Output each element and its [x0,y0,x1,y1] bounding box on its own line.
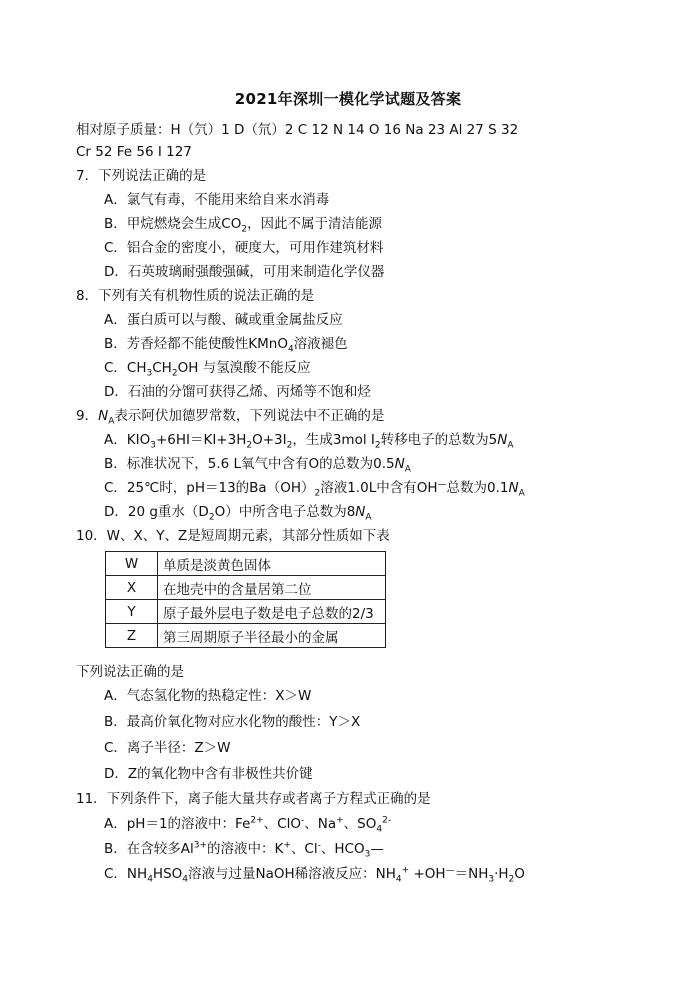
table-row [106,600,386,624]
question-7-option-b: B．甲烷燃烧会生成$CO_2$，因此不属于清洁能源 [104,216,383,235]
element-property-cell: 原子最外层电子数是电子总数的2/3 [158,600,386,624]
question-8-stem: 8．下列有关有机物性质的说法正确的是 [76,288,315,304]
element-symbol-cell: Z [106,624,158,648]
element-properties-table [105,551,386,648]
question-9-option-a: A．$KIO_3+6HI=KI+3H_2O+3I_2$，生成3mol $I_2$转移电子的总数为$5N_A$ [104,432,514,451]
question-7-option-c: C．铝合金的密度小，硬度大，可用作建筑材料 [104,240,384,256]
table-row [106,552,386,576]
question-8-option-c: C．$CH_3CH_2OH$ 与氢溴酸不能反应 [104,360,311,379]
question-11-option-a: A．pH＝1的溶液中：$Fe^{2+}$、ClO-、Na+、$SO_4^{2-}$ [104,815,392,835]
element-symbol-cell: Y [106,600,158,624]
element-property-cell: 第三周期原子半径最小的金属 [158,624,386,648]
document-title: 2021年深圳一模化学试题及答案 [234,90,462,108]
question-9-option-c: C．25℃时，pH＝13的$Ba(OH)_2$溶液1.0L中含有OH—总数为$0.1N_A$ [104,479,525,499]
question-11-option-b: B．在含较多$Al^{3+}$的溶液中：K+、Cl-、$HCO_3—$ [104,840,384,860]
table-row [106,576,386,600]
question-7-stem: 7．下列说法正确的是 [76,168,207,184]
element-symbol-cell: X [106,576,158,600]
question-10-stem: 10．W、X、Y、Z是短周期元素，其部分性质如下表 [76,528,390,544]
question-11-stem: 11．下列条件下，离子能大量共存或者离子方程式正确的是 [76,791,431,807]
question-7-option-a: A．氯气有毒，不能用来给自来水消毒 [104,192,330,208]
question-9-stem: 9．$N_A$表示阿伏加德罗常数，下列说法中不正确的是 [76,408,385,427]
question-11-option-c: C．$NH_4HSO_4$溶液与过量NaOH稀溶液反应：$NH_4^+ +OH^—=NH_3\cdot H_2O$ [104,865,525,885]
question-8-option-d: D．石油的分馏可获得乙烯、丙烯等不饱和烃 [104,384,371,400]
atomic-mass-line-2: Cr 52 Fe 56 I 127 [76,144,192,160]
element-property-cell: 在地壳中的含量居第二位 [158,576,386,600]
question-10-option-d: D．Z的氧化物中含有非极性共价键 [104,766,313,782]
table-row [106,624,386,648]
question-8-option-a: A．蛋白质可以与酸、碱或重金属盐反应 [104,312,343,328]
element-symbol-cell: W [106,552,158,576]
question-10-option-b: B．最高价氧化物对应水化物的酸性：Y＞X [104,714,361,730]
question-10-sub-stem: 下列说法正确的是 [76,664,184,680]
question-10-option-a: A．气态氢化物的热稳定性：X＞W [104,688,312,704]
question-9-option-d: D．20 g重水$(D_2O)$中所含电子总数为$8N_A$ [104,504,372,523]
element-property-cell: 单质是淡黄色固体 [158,552,386,576]
question-8-option-b: B．芳香烃都不能使酸性KMnO$_4$溶液褪色 [104,336,348,355]
atomic-mass-line-1: 相对原子质量：H（氕）1 D（氘）2 C 12 N 14 O 16 Na 23 Al 27 S 32 [76,122,519,138]
question-9-option-b: B．标准状况下，5.6 L氧气中含有O的总数为$0.5N_A$ [104,456,411,475]
question-7-option-d: D．石英玻璃耐强酸强碱，可用来制造化学仪器 [104,264,385,280]
question-10-option-c: C．离子半径：Z＞W [104,740,231,756]
